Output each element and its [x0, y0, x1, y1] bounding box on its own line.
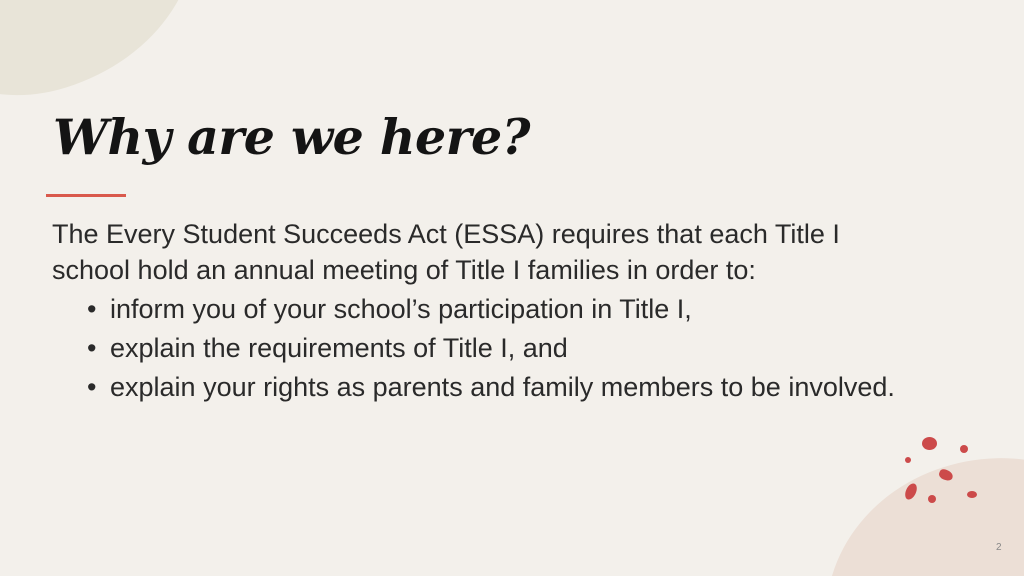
bullet-text: inform you of your school’s participation in Title I, — [110, 294, 692, 324]
slide-body — [52, 216, 902, 409]
decorative-dot — [928, 495, 936, 503]
title-underline-accent — [46, 194, 126, 197]
bullet-icon: • — [87, 294, 97, 324]
decorative-dot — [922, 437, 937, 450]
bullet-item — [52, 370, 902, 405]
bullet-text: explain the requirements of Title I, and — [110, 333, 568, 363]
decorative-dot — [905, 457, 911, 463]
bullet-list — [52, 292, 902, 405]
intro-paragraph: The Every Student Succeeds Act (ESSA) requires that each Title I school hold an annual meeting of Title I families in order to: — [52, 219, 840, 285]
bullet-icon: • — [87, 333, 97, 363]
bullet-text: explain your rights as parents and family members to be involved. — [110, 372, 895, 402]
page-number: 2 — [996, 542, 1002, 553]
decorative-dot — [960, 445, 968, 453]
bullet-item — [52, 331, 902, 366]
slide-title: Why are we here? — [53, 108, 530, 166]
decorative-dot — [967, 491, 977, 498]
bullet-icon: • — [87, 372, 97, 402]
bullet-item — [52, 292, 902, 327]
